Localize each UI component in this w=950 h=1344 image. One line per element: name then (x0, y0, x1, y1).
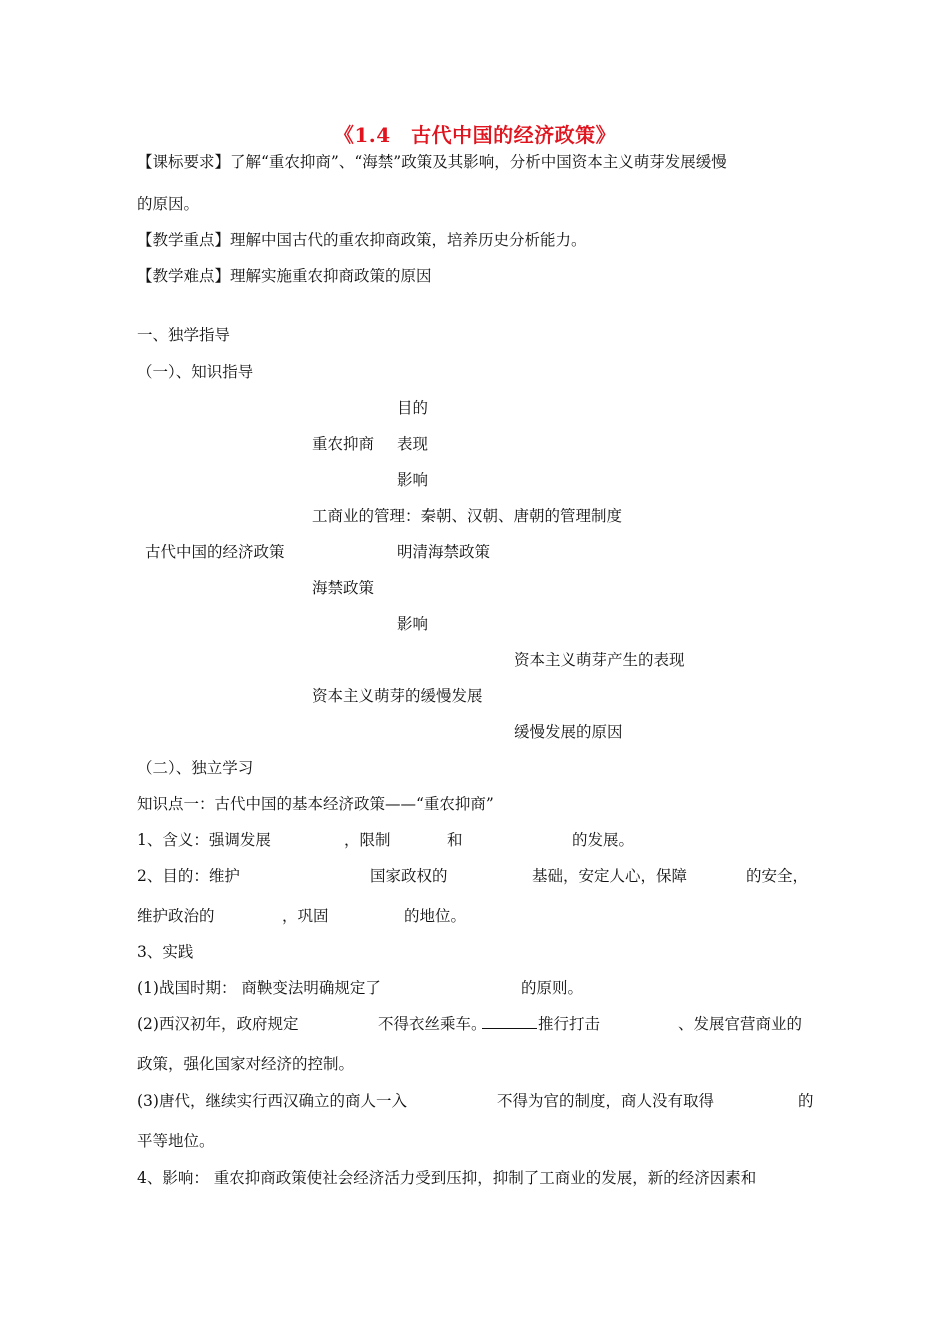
outline-item: 表现 (397, 435, 429, 453)
blank-underline (482, 1014, 537, 1034)
question-text: 国家政权的 (370, 867, 448, 885)
question-text: 2、目的：维护 (137, 867, 240, 885)
question-text: 平等地位。 (137, 1132, 215, 1150)
question-text: (3)唐代，继续实行西汉确立的商人一入 (137, 1092, 407, 1110)
question-text: 政策，强化国家对经济的控制。 (137, 1055, 355, 1073)
question-text: 的地位。 (404, 907, 467, 925)
outline-item: 目的 (397, 399, 429, 417)
section-heading: 一、独学指导 (137, 326, 231, 344)
subsection-heading: （二）、独立学习 (137, 759, 254, 777)
question-text: 的发展。 (572, 831, 635, 849)
question-text: 的原则。 (521, 979, 584, 997)
question-text: 1、含义：强调发展 (137, 831, 271, 849)
question-text: (2)西汉初年，政府规定 (137, 1015, 299, 1033)
question-text: 的安全， (746, 867, 809, 885)
question-text: 的 (798, 1092, 814, 1110)
question-text: 不得为官的制度，商人没有取得 (497, 1092, 715, 1110)
outline-item: 资本主义萌芽产生的表现 (514, 651, 685, 669)
outline-item: 影响 (397, 615, 429, 633)
question-text: 维护政治的 (137, 907, 215, 925)
outline-root: 古代中国的经济政策 (145, 543, 285, 561)
outline-item: 资本主义萌芽的缓慢发展 (312, 687, 483, 705)
subsection-heading: （一）、知识指导 (137, 363, 254, 381)
outline-item: 缓慢发展的原因 (514, 723, 623, 741)
knowledge-point-heading: 知识点一：古代中国的基本经济政策——“重农抑商” (137, 795, 494, 813)
outline-item: 影响 (397, 471, 429, 489)
curriculum-requirement-cont: 的原因。 (137, 195, 200, 213)
outline-item: 重农抑商 (312, 435, 375, 453)
question-text: 和 (447, 831, 463, 849)
teaching-focus: 【教学重点】理解中国古代的重农抑商政策，培养历史分析能力。 (137, 231, 587, 249)
outline-item: 工商业的管理：秦朝、汉朝、唐朝的管理制度 (312, 507, 623, 525)
page-title: 《1.4 古代中国的经济政策》 (333, 123, 617, 147)
outline-item: 海禁政策 (312, 579, 375, 597)
question-text: 不得衣丝乘车。 (378, 1015, 487, 1033)
curriculum-requirement: 【课标要求】了解“重农抑商”、“海禁”政策及其影响，分析中国资本主义萌芽发展缓慢 (137, 153, 727, 171)
question-text: 、发展官营商业的 (678, 1015, 803, 1033)
question-text: 3、实践 (137, 943, 194, 961)
question-text: 基础，安定人心，保障 (532, 867, 688, 885)
question-text: ，限制 (344, 831, 391, 849)
question-text: 4、影响： 重农抑商政策使社会经济活力受到压抑，抑制了工商业的发展，新的经济因素和 (137, 1169, 757, 1187)
teaching-difficulty: 【教学难点】理解实施重农抑商政策的原因 (137, 267, 432, 285)
outline-item: 明清海禁政策 (397, 543, 491, 561)
question-text: (1)战国时期： 商鞅变法明确规定了 (137, 979, 381, 997)
question-text: 推行打击 (538, 1015, 601, 1033)
question-text: ，巩固 (282, 907, 329, 925)
